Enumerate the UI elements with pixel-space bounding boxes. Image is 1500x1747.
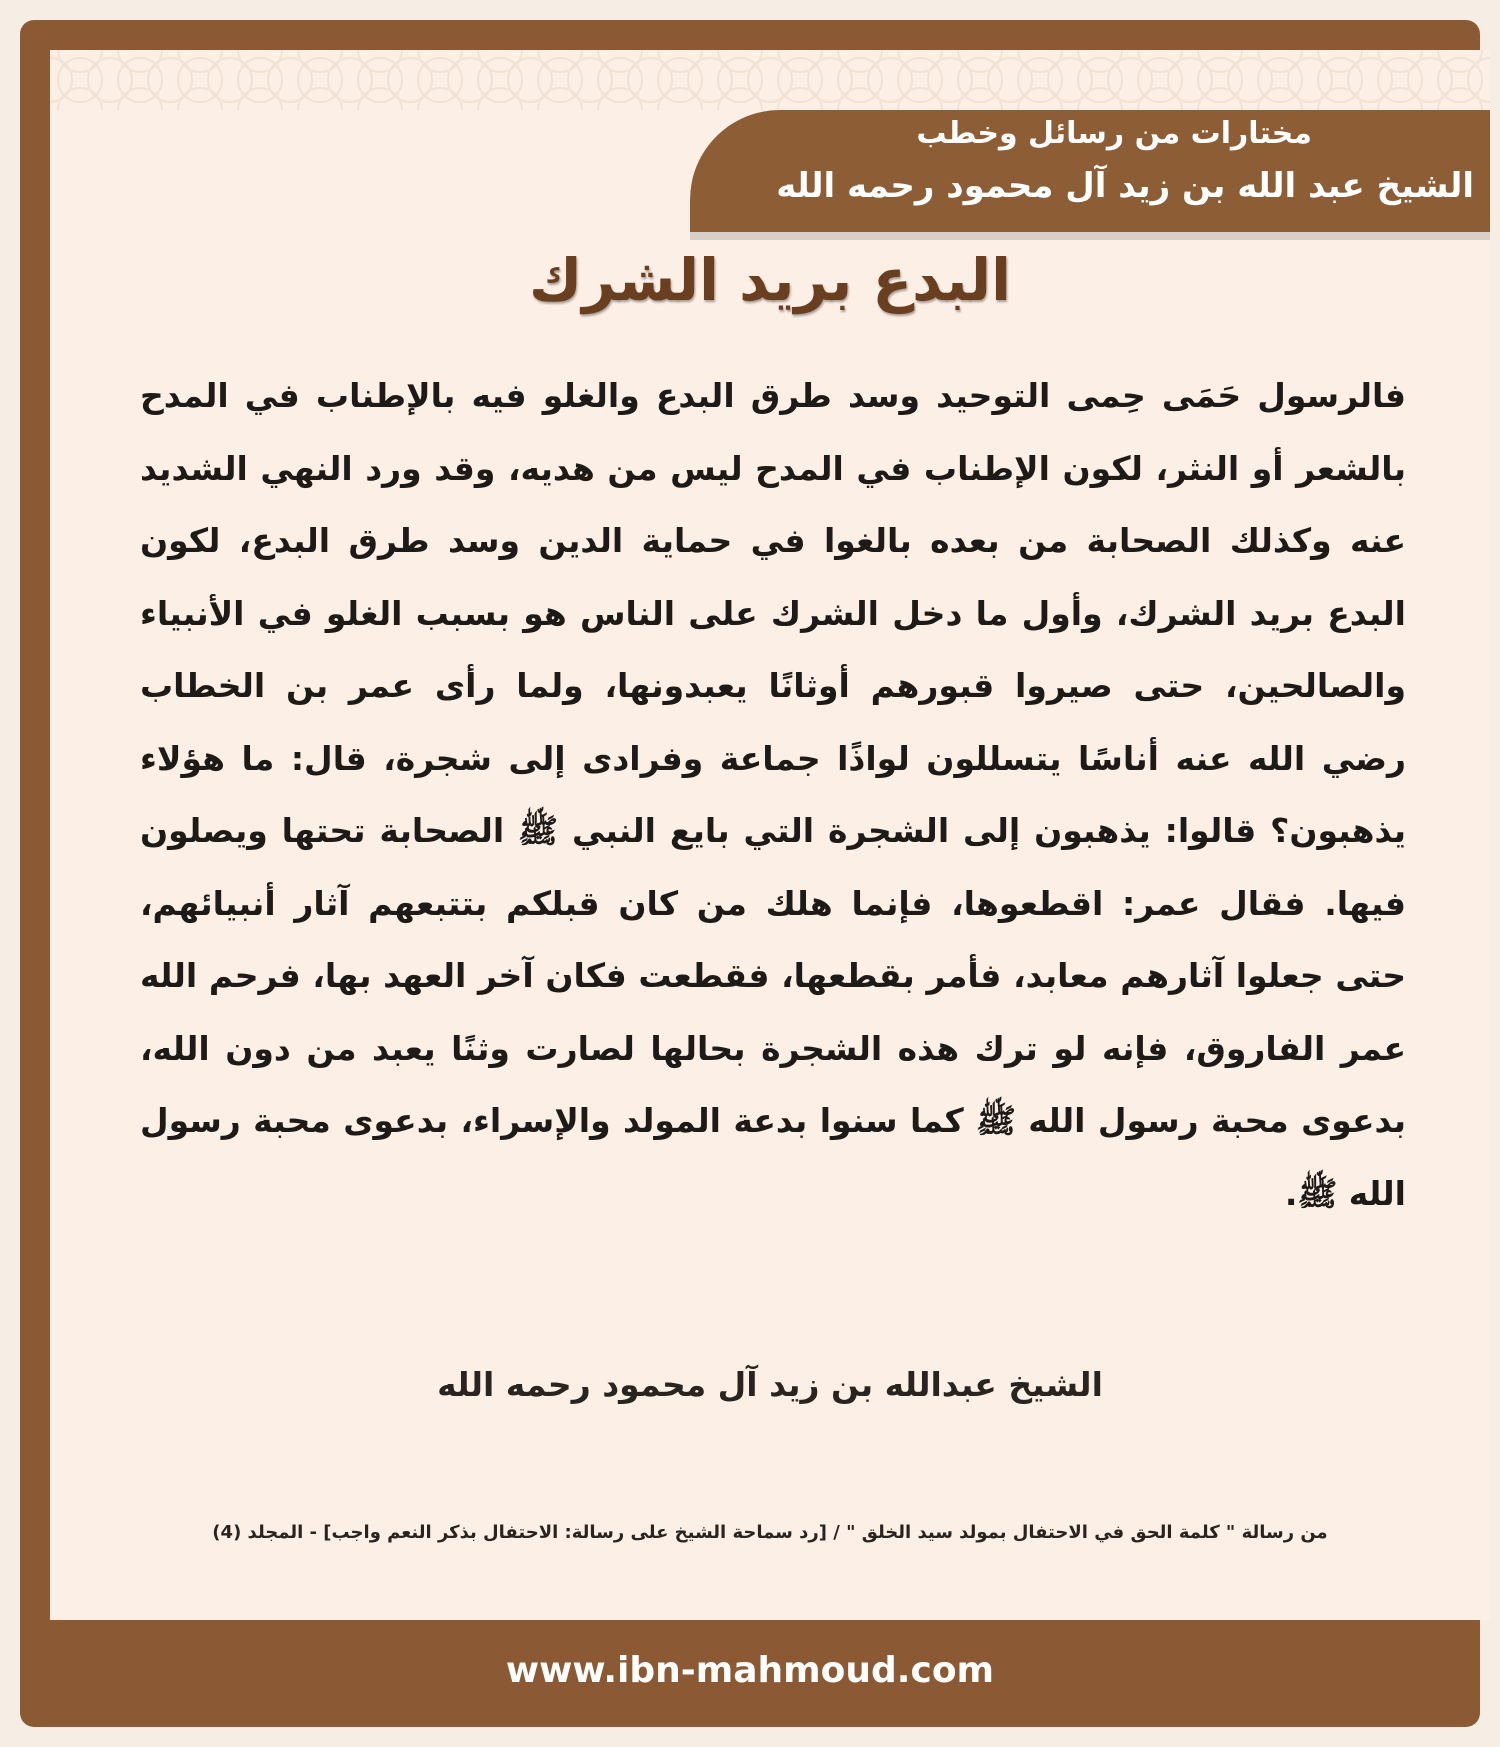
header-banner [690, 110, 1490, 232]
article-body: فالرسول حَمَى حِمى التوحيد وسد طرق البدع والغلو فيه بالإطناب في المدح بالشعر أو النثر، لكون الإطناب في المدح ليس من هديه، وقد ورد النهي الشديد عنه وكذلك الصحابة من بعده بالغوا في حماية الدين وسد طرق البدع، لكون البدع بريد الشرك، وأول ما دخل الشرك على الناس هو بسبب الغلو في الأنبياء والصالحين، حتى صيروا قبورهم أوثانًا يعبدونها، ولما رأى عمر بن الخطاب رضي الله عنه أناسًا يتسللون لواذًا جماعة وفرادى إلى شجرة، قال: ما هؤلاء يذهبون؟ قالوا: يذهبون إلى الشجرة التي بايع النبي ﷺ الصحابة تحتها ويصلون فيها. فقال عمر: اقطعوها، فإنما هلك من كان قبلكم بتتبعهم آثار أنبيائهم، حتى جعلوا آثارهم معابد، فأمر بقطعها، فقطعت فكان آخر العهد بها، فرحم الله عمر الفاروق، فإنه لو ترك هذه الشجرة بحالها لصارت وثنًا يعبد من دون الله، بدعوى محبة رسول الله ﷺ كما سنوا بدعة المولد والإسراء، بدعوى محبة رسول الله ﷺ. [140, 376, 1406, 1213]
series-title: مختارات من رسائل وخطب [916, 116, 1312, 151]
decorative-pattern [50, 50, 1490, 110]
website-link[interactable]: www.ibn-mahmoud.com [505, 1650, 995, 1691]
page-frame [20, 20, 1480, 1727]
signature: الشيخ عبدالله بن زيد آل محمود رحمه الله [437, 1365, 1103, 1404]
content-panel [50, 50, 1490, 1620]
source-citation: من رسالة " كلمة الحق في الاحتفال بمولد سيد الخلق " / [رد سماحة الشيخ على رسالة: الاحتفال بذكر النعم واجب] - المجلد (4) [212, 1522, 1328, 1543]
author-name: الشيخ عبد الله بن زيد آل محمود رحمه الله [776, 166, 1474, 206]
page-title: البدع بريد الشرك [529, 246, 1011, 314]
